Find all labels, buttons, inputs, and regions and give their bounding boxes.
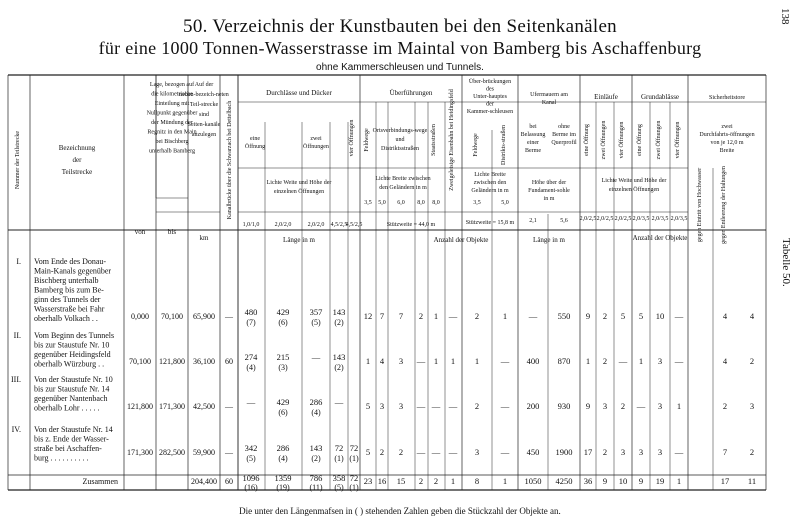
row-g-value: 5 bbox=[638, 311, 644, 321]
row-e-value: 9 bbox=[585, 401, 591, 411]
row-ue-value: 3 bbox=[474, 447, 480, 457]
row-number: IV. bbox=[11, 425, 21, 434]
row-d-count: (6) bbox=[278, 408, 288, 417]
totals-u-value: 2 bbox=[418, 476, 424, 486]
row-s-value: 4 bbox=[722, 356, 728, 366]
totals-d-value: 72 bbox=[349, 473, 359, 483]
table-subtitle: für eine 1000 Tonnen-Wasserstrasse im Maintal von Bamberg bis Aschaffenburg bbox=[98, 38, 702, 58]
row-uf-value: 930 bbox=[557, 401, 571, 411]
row-description: Wasserstraße bei Fahr bbox=[34, 304, 105, 314]
header-uf-ohne: ohne bbox=[558, 124, 570, 130]
header-ue-weite: zwischen den bbox=[473, 180, 507, 186]
row-d-value: 143 bbox=[332, 307, 346, 317]
totals-kanalbruecke: 60 bbox=[225, 477, 233, 486]
row-g-value: 3 bbox=[657, 356, 663, 366]
header-u-staats: Staatsstraßen bbox=[431, 124, 437, 156]
header-ufermauern: Kanal bbox=[541, 100, 557, 106]
row-s-value: 2 bbox=[749, 356, 755, 366]
row-d-value: 72 bbox=[349, 443, 359, 453]
header-neben: neben-bezeich-neten bbox=[179, 92, 229, 98]
header-e-offnung: eine Öffnung bbox=[637, 124, 643, 156]
header-neben: anzulegen bbox=[191, 132, 217, 138]
header-ueberbrueckungen: des bbox=[486, 86, 494, 93]
row-u-value: 1 bbox=[365, 356, 371, 366]
row-d-value: — bbox=[246, 397, 256, 407]
row-ue-value: 1 bbox=[474, 356, 480, 366]
row-e-value: 3 bbox=[620, 447, 626, 457]
row-d-value: 143 bbox=[309, 443, 323, 453]
totals-u-value: 1 bbox=[450, 476, 456, 486]
row-e-value: 1 bbox=[585, 356, 591, 366]
row-description: oberhalb Lohr . . . . . bbox=[34, 403, 100, 413]
row-d-count: (4) bbox=[311, 408, 321, 417]
header-neben: Seiten-kanäle bbox=[187, 122, 221, 128]
row-uf-value: 550 bbox=[557, 311, 571, 321]
row-uf-value: — bbox=[528, 311, 538, 321]
row-g-value: — bbox=[636, 401, 646, 411]
table-note: ohne Kammerschleusen und Tunnels. bbox=[316, 62, 484, 73]
header-km: km bbox=[199, 234, 209, 242]
row-d-value: 429 bbox=[276, 307, 290, 317]
row-s-value: 7 bbox=[722, 447, 728, 457]
row-u-value: — bbox=[448, 311, 458, 321]
header-sicherheit: Sicherheitstore bbox=[709, 95, 745, 101]
row-von: 121,800 bbox=[127, 402, 153, 411]
row-bis: 171,300 bbox=[159, 402, 185, 411]
row-bis: 121,800 bbox=[159, 357, 185, 366]
row-kanalbruecke: — bbox=[225, 312, 233, 321]
totals-uf-value: 4250 bbox=[555, 476, 573, 486]
header-eg-dim: 2,0/3,5 bbox=[632, 216, 650, 222]
row-description: Vom Ende des Donau- bbox=[34, 257, 107, 266]
header-lage: die kilometrische bbox=[151, 91, 193, 98]
row-kanalbruecke: — bbox=[225, 402, 233, 411]
row-ue-value: — bbox=[500, 356, 510, 366]
page-number: 138 bbox=[779, 8, 791, 25]
header-eg-weite: Lichte Weite und Höhe der bbox=[601, 178, 667, 184]
header-ueberbrueckungen: Über-brückungen bbox=[468, 79, 512, 85]
row-d-value: 357 bbox=[309, 307, 323, 317]
header-u-dim: 8,0 bbox=[432, 200, 440, 206]
row-e-value: 2 bbox=[602, 447, 608, 457]
row-km: 59,900 bbox=[193, 448, 215, 457]
header-eg-dim: 2,0/2,5 bbox=[596, 216, 614, 222]
totals-uf-value: 1050 bbox=[524, 476, 542, 486]
row-number: I. bbox=[16, 257, 21, 266]
row-d-count: (5) bbox=[311, 318, 321, 327]
row-description: oberhalb Volkach . . bbox=[34, 314, 98, 323]
header-e-offnung: zwei Öffnungen bbox=[601, 120, 607, 160]
row-description: bis zur Staustufe Nr. 14 bbox=[34, 384, 110, 394]
row-description: burg . . . . . . . . . . bbox=[34, 453, 89, 463]
row-km: 65,900 bbox=[193, 312, 215, 321]
header-ue-weite: Geländern in m bbox=[471, 188, 509, 194]
row-ue-value: — bbox=[500, 447, 510, 457]
row-d-value: 72 bbox=[334, 443, 344, 453]
header-bezeichnung: Teilstrecke bbox=[61, 168, 93, 176]
row-u-value: — bbox=[448, 447, 458, 457]
header-anzahl-eg: Anzahl der Objekte bbox=[632, 234, 688, 242]
row-e-value: 3 bbox=[602, 401, 608, 411]
row-s-value: 4 bbox=[722, 311, 728, 321]
row-bis: 282,500 bbox=[159, 448, 185, 457]
row-u-value: 2 bbox=[398, 447, 404, 457]
row-km: 36,100 bbox=[193, 357, 215, 366]
row-von: 70,100 bbox=[129, 357, 151, 366]
row-u-value: 7 bbox=[398, 311, 404, 321]
totals-ue-value: 1 bbox=[502, 476, 508, 486]
row-d-count: (4) bbox=[278, 454, 288, 463]
row-kanalbruecke: 60 bbox=[225, 357, 233, 366]
totals-u-value: 16 bbox=[377, 476, 387, 486]
totals-d-count: (1) bbox=[349, 483, 359, 492]
header-eg-dim: 2,0/2,5 bbox=[614, 216, 632, 222]
row-g-value: 10 bbox=[655, 311, 665, 321]
header-d-dim: 4,5/2,5 bbox=[345, 222, 363, 228]
row-d-count: (2) bbox=[311, 454, 321, 463]
row-d-count: (1) bbox=[334, 454, 344, 463]
row-d-value: — bbox=[311, 352, 321, 362]
header-ueberbrueckungen: der bbox=[486, 101, 494, 108]
header-durchlaesse: Durchlässe und Dücker bbox=[266, 89, 332, 97]
row-von: 171,300 bbox=[127, 448, 153, 457]
header-bis: bis bbox=[167, 228, 177, 236]
row-s-value: 2 bbox=[722, 401, 728, 411]
row-d-count: (6) bbox=[278, 318, 288, 327]
header-eg-dim: 2,0/3,5 bbox=[651, 216, 669, 222]
totals-d-count: (16) bbox=[244, 483, 258, 492]
header-e-offnung: zwei Öffnungen bbox=[656, 120, 662, 160]
row-description: bis z. Ende der Wasser- bbox=[34, 434, 109, 444]
row-g-value: 1 bbox=[638, 356, 644, 366]
header-d-weite: einzelnen Öffnungen bbox=[273, 189, 325, 195]
row-g-value: — bbox=[674, 311, 684, 321]
row-d-value: 274 bbox=[244, 352, 258, 362]
header-uf-mit: Belassung bbox=[520, 132, 546, 138]
header-d-zwei: zwei bbox=[310, 136, 322, 142]
row-g-value: 1 bbox=[676, 401, 682, 411]
row-uf-value: 870 bbox=[557, 356, 571, 366]
totals-ue-value: 8 bbox=[474, 476, 480, 486]
header-neben: sind bbox=[198, 112, 210, 118]
header-s-entleer: gegen Entleerung der Haltungen bbox=[721, 166, 727, 244]
row-uf-value: 400 bbox=[526, 356, 540, 366]
header-d-dim: 2,0/2,0 bbox=[307, 222, 325, 228]
row-u-value: 12 bbox=[363, 311, 373, 321]
header-uf-laenge: Länge in m bbox=[533, 236, 565, 244]
header-s-text: Breite bbox=[719, 148, 735, 154]
header-neben: Teil-strecke bbox=[189, 102, 219, 108]
header-ue-distrikt: Distrikts-straßen bbox=[501, 125, 507, 165]
row-d-value: 286 bbox=[309, 397, 323, 407]
totals-g-value: 19 bbox=[655, 476, 665, 486]
row-d-count: (2) bbox=[334, 363, 344, 372]
row-d-count: (2) bbox=[334, 318, 344, 327]
footnote: Die unter den Längenmafsen in ( ) stehenden Zahlen geben die Stückzahl der Objekte an. bbox=[239, 506, 561, 516]
header-d-weite: Lichte Weite und Höhe der bbox=[266, 180, 332, 186]
row-uf-value: 450 bbox=[526, 447, 540, 457]
header-laenge: Länge in m bbox=[283, 236, 315, 244]
row-d-value: 286 bbox=[276, 443, 290, 453]
row-u-value: 2 bbox=[418, 311, 424, 321]
header-bezeichnung: der bbox=[72, 156, 82, 164]
row-u-value: 5 bbox=[365, 447, 371, 457]
totals-d-count: (19) bbox=[276, 483, 290, 492]
row-description: Vom Beginn des Tunnels bbox=[34, 331, 115, 340]
row-g-value: — bbox=[674, 356, 684, 366]
row-bis: 70,100 bbox=[161, 312, 183, 321]
totals-e-value: 36 bbox=[583, 476, 593, 486]
totals-s-value: 11 bbox=[747, 476, 757, 486]
row-u-value: 3 bbox=[379, 401, 385, 411]
totals-d-count: (11) bbox=[309, 483, 323, 492]
row-e-value: 2 bbox=[602, 356, 608, 366]
header-uf-mit: einer bbox=[527, 140, 539, 146]
row-u-value: — bbox=[431, 401, 441, 411]
header-ueberbrueckungen: Unter-hauptes bbox=[473, 94, 507, 100]
row-description: gegenüber Heidingsfeld bbox=[34, 350, 111, 359]
row-kanalbruecke: — bbox=[225, 448, 233, 457]
row-uf-value: 200 bbox=[526, 401, 540, 411]
row-von: 0,000 bbox=[131, 312, 149, 321]
header-lage: Regnitz in den Main bbox=[147, 129, 197, 136]
row-description: bis zur Staustufe Nr. 10 bbox=[34, 340, 110, 350]
row-d-value: 215 bbox=[276, 352, 290, 362]
totals-d-count: (5) bbox=[334, 483, 344, 492]
header-u-dim: 3,5 bbox=[364, 200, 372, 206]
header-neben: Auf der bbox=[194, 82, 214, 88]
table-number: 50. bbox=[183, 16, 208, 37]
row-e-value: 17 bbox=[583, 447, 593, 457]
row-u-value: — bbox=[416, 356, 426, 366]
totals-e-value: 9 bbox=[602, 476, 608, 486]
header-u-orts: Distriktsstraßen bbox=[381, 146, 419, 152]
row-ue-value: — bbox=[500, 401, 510, 411]
totals-e-value: 10 bbox=[618, 476, 628, 486]
row-u-value: — bbox=[416, 447, 426, 457]
row-g-value: 3 bbox=[638, 447, 644, 457]
header-uf-hoehe: Höhe über der bbox=[531, 180, 567, 186]
row-u-value: 2 bbox=[379, 447, 385, 457]
totals-d-value: 1096 bbox=[242, 473, 260, 483]
header-u-orts: Ortsverbindungs-wege bbox=[372, 128, 428, 134]
row-description: ginn des Tunnels der bbox=[34, 295, 101, 304]
header-ue-feld: Feldwege bbox=[473, 133, 479, 157]
row-number: II. bbox=[13, 331, 21, 340]
header-d-dim: 2,0/2,0 bbox=[274, 222, 292, 228]
header-eg-dim: 2,0/2,5 bbox=[579, 216, 597, 222]
row-u-value: 1 bbox=[450, 356, 456, 366]
row-e-value: 9 bbox=[585, 311, 591, 321]
row-u-value: — bbox=[448, 401, 458, 411]
totals-u-value: 2 bbox=[433, 476, 439, 486]
row-d-value: — bbox=[334, 397, 344, 407]
header-uf-hoehe: Fundament-sohle bbox=[528, 188, 570, 194]
header-ufermauern: Ufermauern am bbox=[530, 92, 568, 98]
row-e-value: 5 bbox=[620, 311, 626, 321]
row-d-count: (5) bbox=[246, 454, 256, 463]
row-d-value: 480 bbox=[244, 307, 258, 317]
header-uf-hoehe: in m bbox=[543, 196, 555, 202]
totals-d-value: 358 bbox=[332, 473, 346, 483]
header-s-text: von je 12,0 m bbox=[710, 140, 744, 146]
row-u-value: 7 bbox=[379, 311, 385, 321]
totals-km: 204,400 bbox=[191, 477, 217, 486]
header-ue-dim: 5,0 bbox=[501, 200, 509, 206]
row-ue-value: 2 bbox=[474, 311, 480, 321]
header-ue-dim: 3,5 bbox=[473, 200, 481, 206]
row-g-value: — bbox=[674, 447, 684, 457]
header-eg-weite: einzelnen Öffnungen bbox=[608, 187, 660, 193]
row-description: Bamberg bis zum Be- bbox=[34, 285, 104, 295]
totals-g-value: 9 bbox=[638, 476, 644, 486]
table-title: Verzeichnis der Kunstbauten bei den Seitenkanälen bbox=[212, 16, 617, 37]
header-lage: bei Bischberg bbox=[155, 139, 189, 145]
row-u-value: 1 bbox=[433, 311, 439, 321]
header-e-offnung: vier Öffnungen bbox=[675, 121, 681, 159]
header-ueberbrueckungen: Kammer-schleusen bbox=[466, 109, 514, 115]
header-s-text: zwei bbox=[721, 124, 733, 130]
header-grundablaesse: Grundablässe bbox=[640, 93, 680, 101]
header-uf-dim: 2,1 bbox=[529, 218, 537, 224]
header-s-hoch: gegen Eintritt von Hochwasser bbox=[697, 167, 703, 243]
row-d-value: 342 bbox=[244, 443, 258, 453]
header-e-offnung: eine Öffnung bbox=[584, 124, 590, 156]
row-u-value: — bbox=[416, 401, 426, 411]
header-ue-stuetz: Stützweite = 15,8 m bbox=[465, 220, 515, 226]
header-u-stuetz: Stützweite = 44,0 m bbox=[386, 222, 436, 228]
row-u-value: — bbox=[431, 447, 441, 457]
row-km: 42,500 bbox=[193, 402, 215, 411]
header-e-offnung: vier Öffnungen bbox=[619, 121, 625, 159]
header-uf-dim: 5,6 bbox=[560, 218, 568, 224]
header-s-text: Durchfahrts-öffnungen bbox=[699, 132, 755, 138]
header-von: von bbox=[134, 228, 146, 236]
totals-d-value: 786 bbox=[309, 473, 323, 483]
header-u-feldwege: Feldwege bbox=[364, 128, 370, 152]
side-label: Tabelle 50. bbox=[780, 238, 792, 287]
header-uf-ohne: Querprofil bbox=[551, 140, 577, 146]
header-bezeichnung: Bezeichnung bbox=[58, 144, 96, 152]
header-lage: unterhalb Bamberg bbox=[148, 148, 196, 155]
header-d-dim: 4,5/2,5 bbox=[330, 222, 348, 228]
totals-d-value: 1359 bbox=[274, 473, 292, 483]
header-eg-dim: 2,0/3,5 bbox=[670, 216, 688, 222]
row-d-count: (3) bbox=[278, 363, 288, 372]
totals-g-value: 1 bbox=[676, 476, 682, 486]
header-u-dim: 5,0 bbox=[378, 200, 386, 206]
header-lage: Nullpunkt gegenüber bbox=[146, 110, 198, 117]
header-ueberfuehrungen: Überführungen bbox=[389, 89, 433, 97]
header-lage: Einteilung mit bbox=[154, 101, 190, 107]
header-d-eine: Öffnung bbox=[244, 144, 266, 150]
header-lage: Lage, bezogen auf bbox=[149, 82, 195, 88]
row-u-value: 4 bbox=[379, 356, 385, 366]
header-uf-mit: bei bbox=[529, 124, 537, 130]
header-uf-mit: Berme bbox=[525, 148, 541, 154]
header-u-weite: den Geländern in m bbox=[379, 185, 427, 191]
row-description: oberhalb Würzburg . . bbox=[34, 359, 105, 369]
row-description: Bischberg unterhalb bbox=[34, 276, 99, 285]
header-u-dim: 6,0 bbox=[397, 200, 405, 206]
header-u-dim: 8,0 bbox=[417, 200, 425, 206]
row-u-value: 5 bbox=[365, 401, 371, 411]
totals-u-value: 15 bbox=[396, 476, 406, 486]
row-description: gegenüber Nantenbach bbox=[34, 394, 108, 403]
header-u-weite: Lichte Breite zwischen bbox=[375, 176, 431, 182]
row-e-value: — bbox=[618, 356, 628, 366]
row-d-value: 429 bbox=[276, 397, 290, 407]
header-uf-ohne: Berme im bbox=[552, 132, 576, 138]
row-g-value: 3 bbox=[657, 447, 663, 457]
header-d-eine: eine bbox=[250, 136, 260, 142]
row-e-value: 2 bbox=[620, 401, 626, 411]
header-kanalbruecke: Kanalbrücke über die Schwarzach bei Dettelbach bbox=[227, 100, 233, 220]
row-number: III. bbox=[11, 375, 21, 384]
header-d-dim: 1,0/1,0 bbox=[242, 222, 260, 228]
header-einlaeufe: Einläufe bbox=[594, 93, 618, 101]
header-u-eisen: Zweigeleisige Eisenbahn bei Heidingsfeld bbox=[449, 89, 455, 191]
row-description: Main-Kanals gegenüber bbox=[34, 266, 112, 276]
row-s-value: 2 bbox=[749, 447, 755, 457]
header-d-vier: vier Öffnungen bbox=[349, 119, 355, 157]
totals-s-value: 17 bbox=[720, 476, 730, 486]
header-ue-weite: Lichte Breite bbox=[474, 172, 506, 178]
row-d-count: (4) bbox=[246, 363, 256, 372]
header-u-orts: und bbox=[395, 137, 405, 143]
header-anzahl: Anzahl der Objekte bbox=[433, 236, 489, 244]
header-lage: der Mündung der bbox=[151, 120, 193, 126]
row-description: Von der Staustufe Nr. 14 bbox=[34, 425, 113, 434]
row-d-value: 143 bbox=[332, 352, 346, 362]
header-nummer: Nummer der Teilstrecke bbox=[15, 130, 21, 190]
row-u-value: 3 bbox=[398, 356, 404, 366]
row-u-value: 3 bbox=[398, 401, 404, 411]
row-d-count: (7) bbox=[246, 318, 256, 327]
totals-label: Zusammen bbox=[82, 477, 118, 486]
row-u-value: 1 bbox=[433, 356, 439, 366]
row-e-value: 2 bbox=[602, 311, 608, 321]
row-s-value: 3 bbox=[749, 401, 755, 411]
row-ue-value: 2 bbox=[474, 401, 480, 411]
header-d-zwei: Öffnungen bbox=[303, 144, 329, 150]
row-description: Von der Staustufe Nr. 10 bbox=[34, 375, 113, 384]
row-s-value: 4 bbox=[749, 311, 755, 321]
row-uf-value: 1900 bbox=[555, 447, 573, 457]
row-g-value: 3 bbox=[657, 401, 663, 411]
row-d-count: (1) bbox=[349, 454, 359, 463]
row-description: straße bei Aschaffen- bbox=[34, 444, 102, 453]
row-ue-value: 1 bbox=[502, 311, 508, 321]
totals-u-value: 23 bbox=[363, 476, 373, 486]
